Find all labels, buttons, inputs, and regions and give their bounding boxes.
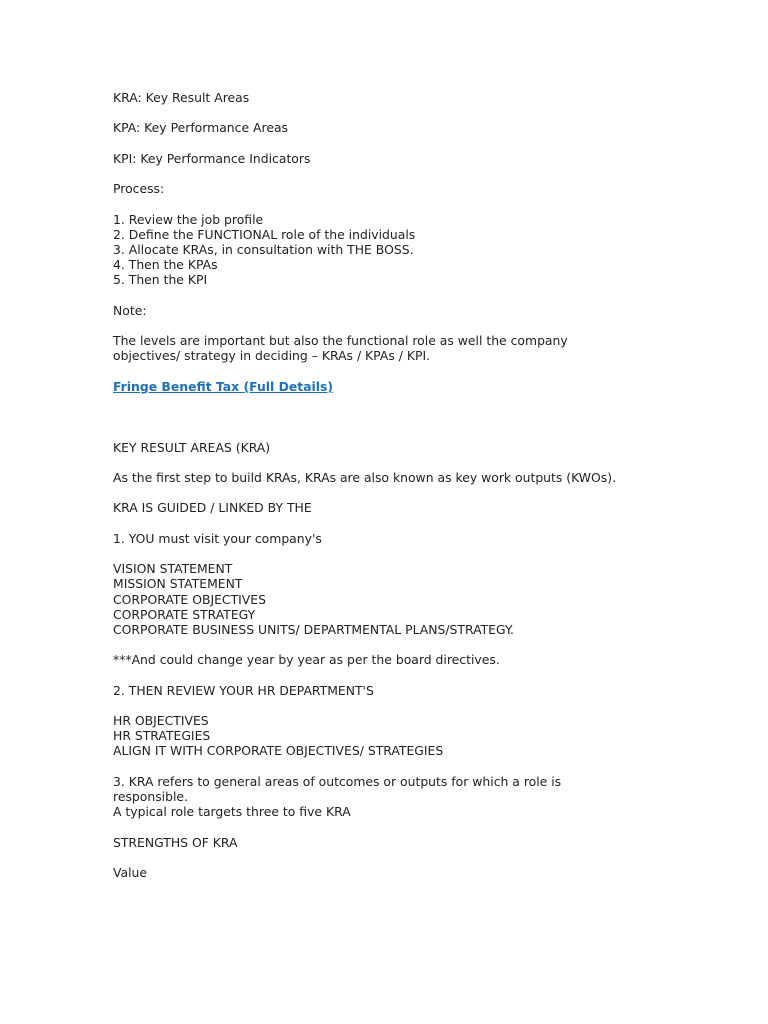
hr-item: HR OBJECTIVES	[113, 713, 209, 729]
note-line: The levels are important but also the functional role as well the company	[113, 333, 568, 349]
process-step: 2. Define the FUNCTIONAL role of the individuals	[113, 226, 416, 242]
document-body	[113, 90, 673, 880]
change-note: ***And could change year by year as per the board directives.	[113, 652, 500, 668]
note-heading: Note:	[113, 302, 147, 318]
company-item: CORPORATE BUSINESS UNITS/ DEPARTMENTAL PLANS/STRATEGY.	[113, 621, 514, 637]
kra-intro: As the first step to build KRAs, KRAs are also known as key work outputs (KWOs).	[113, 469, 617, 485]
process-step: 5. Then the KPI	[113, 272, 208, 288]
process-step: 4. Then the KPAs	[113, 257, 218, 273]
kra-refers-line: A typical role targets three to five KRA	[113, 804, 351, 820]
strengths-heading: STRENGTHS OF KRA	[113, 834, 238, 850]
company-item: VISION STATEMENT	[113, 561, 233, 577]
fringe-benefit-tax-link[interactable]: Fringe Benefit Tax (Full Details)	[113, 378, 334, 394]
note-line: objectives/ strategy in deciding – KRAs / KPAs / KPI.	[113, 348, 431, 364]
process-step: 3. Allocate KRAs, in consultation with THE BOSS.	[113, 241, 414, 257]
kra-heading: KEY RESULT AREAS (KRA)	[113, 439, 271, 455]
definition-kra: KRA: Key Result Areas	[113, 90, 250, 105]
visit-line: 1. YOU must visit your company's	[113, 530, 322, 546]
value-line: Value	[113, 865, 148, 881]
kra-refers-line: 3. KRA refers to general areas of outcomes or outputs for which a role is	[113, 773, 562, 789]
definition-kpa: KPA: Key Performance Areas	[113, 120, 289, 136]
definition-kpi: KPI: Key Performance Indicators	[113, 150, 311, 166]
hr-review-line: 2. THEN REVIEW YOUR HR DEPARTMENT'S	[113, 682, 374, 698]
guided-heading: KRA IS GUIDED / LINKED BY THE	[113, 500, 312, 516]
company-item: CORPORATE OBJECTIVES	[113, 591, 266, 607]
hr-item: ALIGN IT WITH CORPORATE OBJECTIVES/ STRATEGIES	[113, 743, 444, 759]
company-item: CORPORATE STRATEGY	[113, 606, 256, 622]
hr-item: HR STRATEGIES	[113, 728, 211, 744]
process-heading: Process:	[113, 181, 165, 197]
process-step: 1. Review the job profile	[113, 211, 264, 227]
kra-refers-line: responsible.	[113, 789, 188, 805]
company-item: MISSION STATEMENT	[113, 576, 243, 592]
